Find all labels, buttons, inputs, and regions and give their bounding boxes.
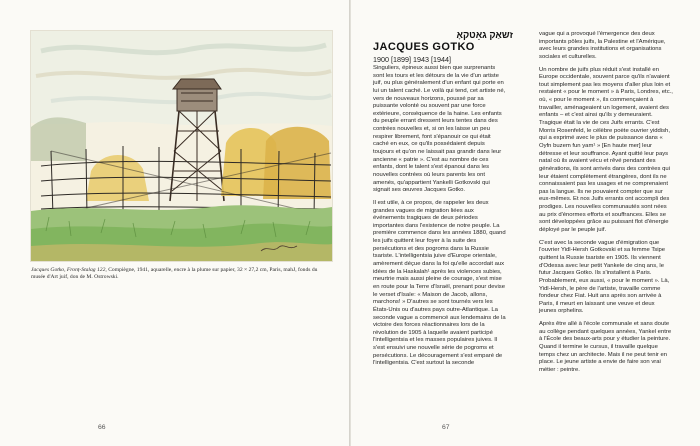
left-page [0,0,349,446]
artist-dates: 1900 [1899] 1943 [1944] [373,55,451,64]
page-number-left: 66 [98,424,106,431]
artwork-illustration [31,31,332,261]
caption-details: Compiègne, 1941, aquarelle, encre à la plume sur papier, 32 × 27,2 cm, Paris, mahJ, fonds du musée d'Art juif, don de M. Ostrowski. [31,267,318,281]
caption-title: Fronț-Stalag 122, [66,267,107,273]
paragraph: vague qui a provoqué l'émergence des deux importants pôles juifs, la Palestine et l'Amérique, avec leurs grandes institutions et organisations sociales et culturelles. [539,31,666,60]
page-number-right: 67 [442,424,450,431]
caption-artist: Jacques Gotko, [31,267,66,273]
article-title-block [373,30,513,65]
paragraph: Singuliers, épineux aussi bien que surprenants sont les tours et les détours de la vie d'un artiste juif, ou plus généralement d'un enfant qui porte en lui un talent caché. Le voilà qui tend, cet artiste né, vers de nouveaux horizons, poussé par sa puissante volonté ou souvent par une force extérieure, conséquence de la haine. Les enfants du peuple errant dressent leurs tentes dans des contrées nouvelles et, si on les laisse un peu respirer librement, font s'épanouir ce qui était caché en eux, ce qu'ils possédaient depuis toujours et qu'on ne laissait pas grandir dans leur ancienne « patrie ». C'est au nombre de ces enfants, dont le talent s'est épanoui dans les nouvelles contrées où leurs parents les ont amenés, qu'appartient Yankelli Gotkovski qui signait ses œuvres Jacques Gotko. [373,65,506,194]
paragraph: Un nombre de juifs plus réduit s'est installé en Europe occidentale, souvent parce qu'ils n'avaient tout simplement pas les moyens d'aller plus loin et restaient « pour le moment » à Paris, Londres, etc., où, « pour le moment », ils commençaient à travailler, aménageaient un logement, avaient des enfants – et c'est ainsi qu'ils y demeuraient. Tragique était la vie de ces Juifs errants. C'est Morris Rosenfeld, le célèbre poète ouvrier yiddish, qui a exprimé avec le plus de puissance dans « Oyfn buzem fun yam¹ » [En haute mer] leur détresse et leur souffrance. Ayant quitté leur pays natal où ils avaient vécu et rêvé pendant des générations, ils sont arrivés dans des contrées qui leur étaient complètement étrangères, dont ils ne connaissaient pas les usages et ne comprenaient pas la langue. Ils ne pouvaient compter que sur eux-mêmes. Et nos Juifs errants ont accompli des prodiges. Les nouvelles communautés sont nées au prix d'énormes efforts et souffrances. Elles se sont développées grâce au puissant flot d'énergie déployé par le peuple juif. [539,66,673,234]
right-page [351,0,700,446]
paragraph: C'est avec la seconde vague d'émigration que l'ouvrier Yidl-Hersh Gotkovski et sa femme Tsipe quittent la Russie tsariste en 1905. Ils viennent d'Odessa avec leur petit Yankele de cinq ans, le futur Jacques Gotko. Ils s'installent à Paris. Probablement, eux aussi, « pour le moment ». Là, Yidl-Hersh, le père de l'artiste, travaille comme fondeur chez Fiat. Huit ans après son arrivée à Paris, il meurt en laissant une veuve et deux jeunes orphelins. [539,239,670,315]
paragraph: Il est utile, à ce propos, de rappeler les deux grandes vagues de migration liées aux événements tragiques de deux périodes importantes dans l'existence de notre peuple. La première commence dans les années 1880, quand les juifs quittent leur foyer à la suite des persécutions et des pogroms dans la Russie tsariste. L'intelligentsia juive d'Europe orientale, amèrement déçue dans la foi qu'elle accordait aux idées de la Haskalah¹ après les violences subies, meurtrie mais aussi pleine de courage, s'est mise en route pour la Terre d'Israël, prenant pour devise le verset d'Isaïe: « Maison de Jacob, allons, marchons! » D'autres se sont tournés vers les États-Unis ou d'autres pays outre-Atlantique. La seconde vague a commencé aux lendemains de la victoire des forces réactionnaires lors de la révolution de 1905 à laquelle avaient participé l'intelligentsia et les masses populaires juives. Il s'est ensuivi une nouvelle série de pogroms et persécutions. Le découragement s'est emparé de l'intelligentsia. C'est surtout la seconde [373,199,506,367]
artist-name: JACQUES GOTKO [373,41,475,53]
artwork-caption [31,267,331,282]
hebrew-name: זשאַק גאָטקאָ [456,30,513,41]
text-column-1 [373,65,507,373]
watercolor-artwork [31,31,332,261]
text-column-2 [539,31,673,380]
paragraph: Après être allé à l'école communale et sans doute au collège pendant quelques années, Yankel entre à l'École des beaux-arts pour y étudier la peinture. Quand il termine le cursus, il travaille quelque temps chez un architecte. Mais il ne peut tenir en place. Le jeune artiste a envie de faire son vrai métier : peintre. [539,321,672,373]
